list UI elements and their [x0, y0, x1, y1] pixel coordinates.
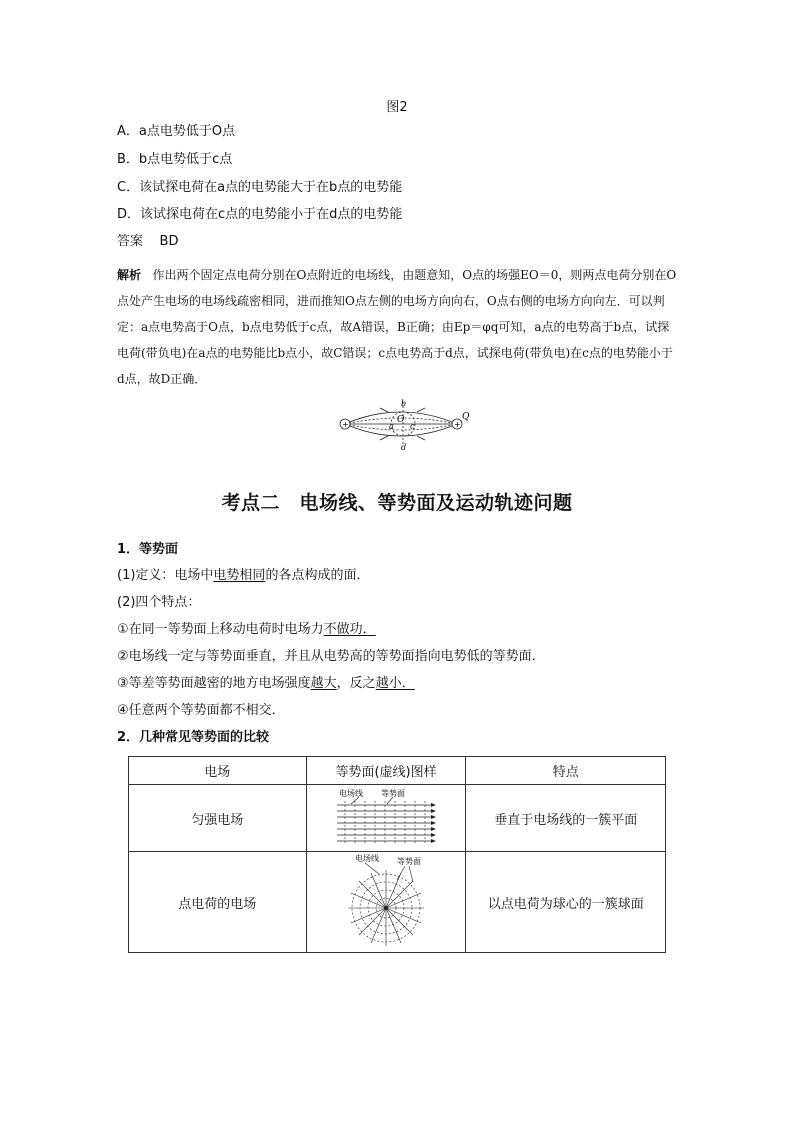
uniform-equipotential-lines [345, 801, 425, 844]
cell-field: 点电荷的电场 [129, 852, 307, 953]
answer-value: BD [159, 234, 179, 249]
point1-definition [117, 566, 369, 586]
option-d: D．该试探电荷在c点的电势能小于在d点的电势能 [117, 207, 403, 222]
feature-3 [117, 674, 415, 694]
uniform-field-diagram [331, 787, 441, 845]
option-b: B．b点电势低于c点 [117, 152, 233, 167]
point1-heading: 1．等势面 [117, 542, 179, 557]
uniform-arrowheads [431, 803, 436, 843]
answer-line [117, 232, 178, 252]
features-heading: (2)四个特点： [117, 595, 201, 610]
header-field: 电场 [129, 757, 307, 785]
cell-feature: 垂直于电场线的一簇平面 [466, 785, 666, 852]
point-label-fieldline: 电场线 [355, 854, 380, 863]
answer-label: 答案 [117, 234, 144, 249]
cell-feature: 以点电荷为球心的一簇球面 [466, 852, 666, 953]
label-q: Q [462, 412, 470, 422]
def-underlined: 电势相同 [213, 568, 266, 583]
charge-left-sign: + [342, 420, 349, 429]
cell-field: 匀强电场 [129, 785, 307, 852]
label-a: a [389, 422, 394, 431]
feature-3-ul1: 越大 [310, 676, 337, 691]
table-row [129, 785, 666, 852]
analysis-text: 作出两个固定点电荷分别在O点附近的电场线，由题意知，O点的场强EO＝0，则两点电荷分别在O点处产生电场的电场线疏密相同，进而推知O点左侧的电场方向向右，O点右侧的电场方向向左．可以判定：a点电势高于O点，b点电势低于c点，故A错误，B正确；由Ep＝φq可知，a点的电势高于b点，试探电荷(带负电)在a点的电势能比b点小，故C错误；c点电势高于d点，试探电荷(带负电)在c点的电势能小于d点，故D正确． [117, 268, 677, 386]
point-charge-center [384, 906, 388, 910]
analysis-label: 解析 [117, 268, 142, 282]
analysis-paragraph [117, 262, 677, 392]
section-title: 考点二 电场线、等势面及运动轨迹问题 [221, 492, 573, 514]
comparison-table [128, 756, 666, 953]
feature-1 [117, 620, 376, 640]
header-feature: 特点 [466, 757, 666, 785]
def-suffix: 的各点构成的面． [265, 568, 370, 583]
label-b: b [401, 399, 407, 408]
feature-2: ②电场线一定与等势面垂直，并且从电势高的等势面指向电势低的等势面． [117, 649, 545, 664]
field-line-diagram [325, 396, 475, 454]
point-label-equipotential: 等势面 [397, 857, 422, 866]
point2-heading: 2．几种常见等势面的比较 [117, 730, 270, 745]
option-c: C．该试探电荷在a点的电势能大于在b点的电势能 [117, 180, 403, 195]
uniform-field-lines [337, 805, 431, 841]
def-prefix: (1)定义：电场中 [117, 568, 214, 583]
header-pattern: 等势面(虚线)图样 [306, 757, 466, 785]
table-header-row [129, 757, 666, 785]
table-row [129, 852, 666, 953]
feature-1-underlined: 不做功． [323, 622, 376, 637]
cell-pattern [306, 852, 466, 953]
option-a: A．a点电势低于O点 [117, 124, 236, 139]
feature-4: ④任意两个等势面都不相交． [117, 703, 285, 718]
point-field-lines [348, 863, 424, 946]
feature-3-ul2: 越小． [375, 676, 415, 691]
uniform-pointer-lines [351, 797, 393, 804]
uniform-label-fieldline: 电场线 [339, 789, 364, 798]
feature-3-mid: ，反之 [336, 676, 376, 691]
cell-pattern [306, 785, 466, 852]
point-charge-diagram [331, 852, 441, 948]
label-o: O [397, 415, 405, 425]
feature-3-prefix: ③等差等势面越密的地方电场强度 [117, 676, 311, 691]
uniform-label-equipotential: 等势面 [381, 789, 406, 798]
label-c: c [410, 422, 415, 431]
label-d: d [401, 443, 407, 452]
charge-right-sign: + [454, 420, 461, 429]
feature-1-prefix: ①在同一等势面上移动电荷时电场力 [117, 622, 324, 637]
figure-caption: 图2 [386, 100, 408, 115]
